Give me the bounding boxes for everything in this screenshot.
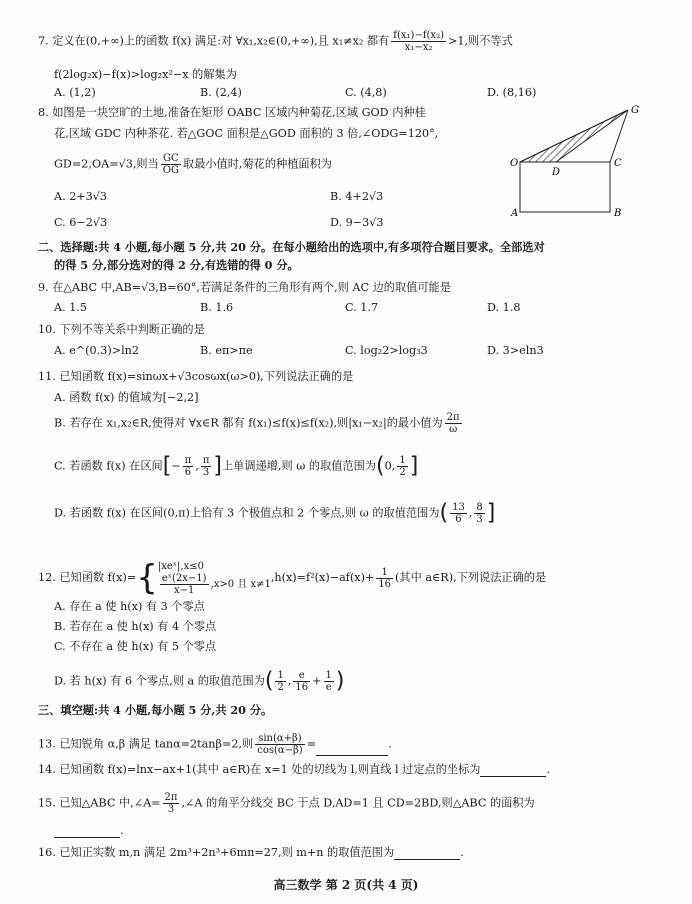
q8-figure	[500, 98, 650, 228]
q8-label-d: D	[552, 167, 561, 178]
q14-stem: 14. 已知函数 f(x)=lnx−ax+1(其中 a∈R)在 x=1 处的切线为 l,则直线 l 过定点的坐标为 .	[38, 763, 551, 776]
q11-option-a: A. 函数 f(x) 的值域为[−2,2]	[54, 391, 199, 404]
q7-option-b: B. (2,4)	[200, 86, 242, 99]
q8-label-g: G	[631, 105, 639, 116]
q11-option-c: C. 若函数 f(x) 在区间[− $\frac{\pi}{6}$ , $\frac{\pi}{3}$ ]上单调递增,则 ω 的取值范围为(0, $\frac{1}{2}$ ]	[54, 453, 419, 479]
q8-line-og	[520, 110, 628, 162]
q7-fraction: $\frac{\text{f(x₁)−f(x₂)}}{\text{x₁−x₂}}$	[393, 30, 444, 53]
q8-line2: 花,区域 GDC 内种茶花. 若△GOC 面积是△GOD 面积的 3 倍,∠ODG=120°,	[54, 127, 439, 140]
q10-option-d: D. 3>eln3	[487, 344, 544, 357]
q8-label-c: C	[614, 158, 622, 169]
q12-option-a: A. 存在 a 使 h(x) 有 3 个零点	[54, 600, 205, 613]
q7-stem: 7. 定义在(0,+∞)上的函数 f(x) 满足:对 ∀x₁,x₂∈(0,+∞),且 x₁≠x₂ 都有 $\frac{\text{f(x₁)−f(x₂)}}{\text{x₁−x₂}}$ >1,则不等式	[38, 30, 513, 53]
page-footer: 高三数学 第 2 页(共 4 页)	[273, 878, 419, 892]
q8-option-b: B. 4+2√3	[330, 190, 384, 203]
section2-heading-line2: 的得 5 分,部分选对的得 2 分,有选错的得 0 分。	[54, 258, 299, 272]
q8-line3: GD=2,OA=√3,则当 $\frac{GC}{OG}$ 取最小值时,菊花的种植面积为	[54, 153, 332, 176]
q10-option-c: C. log₂2>log₃3	[345, 344, 428, 357]
q10-stem: 10. 下列不等关系中判断正确的是	[38, 323, 205, 336]
q16-stem: 16. 已知正实数 m,n 满足 2m³+2n³+6mn=27,则 m+n 的取值范围为 .	[38, 846, 464, 859]
q13-answer-blank[interactable]	[316, 755, 388, 756]
q11-option-b: B. 若存在 x₁,x₂∈R,使得对 ∀x∈R 都有 f(x₁)≤f(x)≤f(x₂),则|x₁−x₂|的最小值为 $\frac{2\pi}{\omega}$	[54, 412, 460, 435]
q7-line2: f(2log₂x)−f(x)>log₂x²−x 的解集为	[54, 68, 237, 81]
q12-stem: 12. 已知函数 f(x)={ |xeˣ|,x≤0 $\frac{\text{eˣ(2x−1)}}{x-1}$ ,x>0 且 x≠1 ,h(x)=f²(x)−af(x)+ $\frac{1}{16}$ (其中 a∈R),下列说法正确的是	[38, 558, 547, 598]
q8-option-d: D. 9−3√3	[330, 216, 384, 229]
q15-stem: 15. 已知△ABC 中,∠A= $\frac{2\pi}{3}$ ,∠A 的角平分线交 BC 于点 D,AD=1 且 CD=2BD,则△ABC 的面积为	[38, 792, 535, 815]
q11-stem: 11. 已知函数 f(x)=sinωx+√3cosωx(ω>0),下列说法正确的是	[38, 370, 354, 383]
q12-option-b: B. 若存在 a 使 h(x) 有 4 个零点	[54, 620, 217, 633]
q9-option-c: C. 1.7	[345, 301, 379, 314]
q15-answer-line: .	[54, 824, 124, 838]
q12-option-c: C. 不存在 a 使 h(x) 有 5 个零点	[54, 640, 217, 653]
q8-label-b: B	[614, 208, 622, 219]
section2-heading: 二、选择题:共 4 小题,每小题 5 分,共 20 分。在每小题给出的选项中,有多项符合题目要求。全部选对	[38, 240, 545, 254]
q7-option-d: D. (8,16)	[487, 86, 537, 99]
q10-option-a: A. e^(0.3)>ln2	[54, 344, 139, 357]
q9-option-b: B. 1.6	[200, 301, 234, 314]
q7-option-c: C. (4,8)	[345, 86, 387, 99]
q8-option-c: C. 6−2√3	[54, 216, 108, 229]
q8-label-a: A	[511, 208, 519, 219]
q8-option-a: A. 2+3√3	[54, 190, 108, 203]
q9-option-a: A. 1.5	[54, 301, 87, 314]
q16-answer-blank[interactable]	[394, 859, 460, 860]
q8-rectangle	[520, 162, 610, 212]
q11-option-d: D. 若函数 f(x) 在区间(0,π)上恰有 3 个极值点和 2 个零点,则 ω 的取值范围为( $\frac{13}{6}$ , $\frac{8}{3}$ ]	[54, 500, 496, 526]
q8-fraction: $\frac{GC}{OG}$	[162, 153, 179, 176]
q13-stem: 13. 已知锐角 α,β 满足 tanα=2tanβ=2,则 $\frac{\sin(\alpha+\beta)}{\cos(\alpha-\beta)}$ = .	[38, 733, 392, 756]
q8-label-o: O	[510, 158, 519, 169]
q10-option-b: B. eπ>πe	[200, 344, 253, 357]
q9-option-d: D. 1.8	[487, 301, 521, 314]
q8-line1: 8. 如图是一块空旷的土地,准备在矩形 OABC 区域内种菊花,区域 GOD 内种桂	[38, 106, 426, 119]
q15-answer-blank[interactable]	[54, 837, 120, 838]
q14-answer-blank[interactable]	[480, 776, 546, 777]
q12-option-d: D. 若 h(x) 有 6 个零点,则 a 的取值范围为( $\frac{1}{2}$ , $\frac{e}{16}$ + $\frac{1}{e}$ )	[54, 668, 345, 694]
q7-option-a: A. (1,2)	[54, 86, 96, 99]
q9-stem: 9. 在△ABC 中,AB=√3,B=60°,若满足条件的三角形有两个,则 AC 边的取值可能是	[38, 281, 451, 294]
section3-heading: 三、填空题:共 4 小题,每小题 5 分,共 20 分。	[38, 703, 273, 717]
